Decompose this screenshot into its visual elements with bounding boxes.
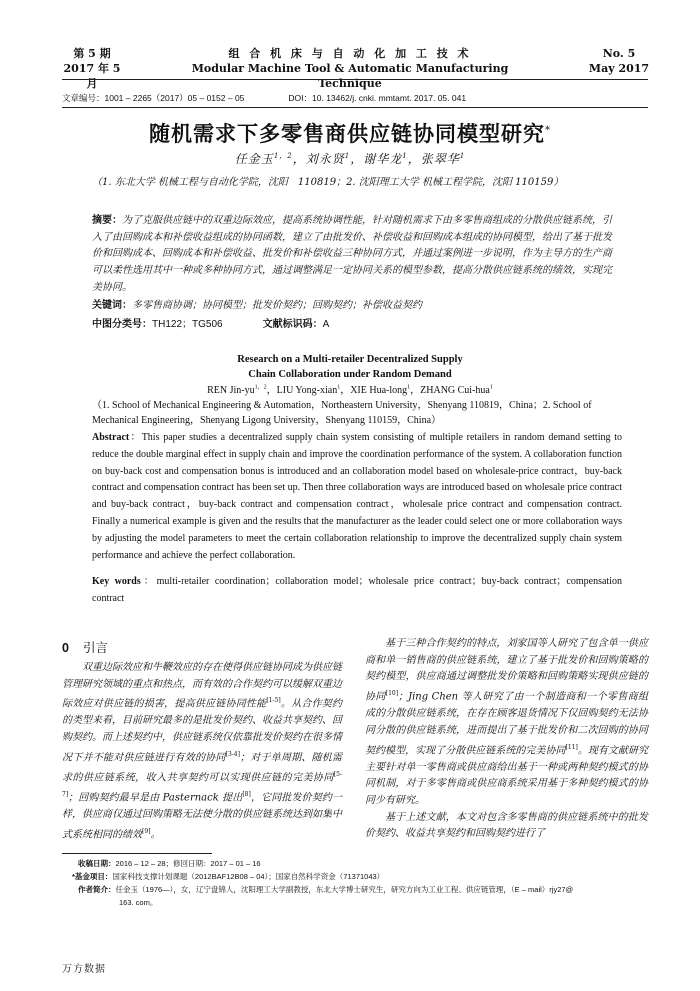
author-cn-1: 任金玉 <box>234 152 274 166</box>
bio-text: 任金玉（1976—），女，辽宁盘锦人，沈阳理工大学副教授，东北大学博士研究生，研究方向为工业工程、供应链管理，（E – mail）rjy27@ <box>115 885 574 894</box>
abstract-cn <box>92 213 620 297</box>
footnote-bio <box>78 884 648 909</box>
text-run: 。从合作契约的类型来看，目前研究最多的是批发价契约、收益共享契约、回购契约。而上述契约中，供应链系统仅依靠批发价契约在很多情况下并不能对供应链进行有效的协同 <box>62 698 343 764</box>
header-date-en: May 2017 <box>588 62 650 75</box>
author-en-4: ，ZHANG Cui-hua <box>410 385 490 396</box>
author-en-2: ，LIU Yong-xian <box>266 385 338 396</box>
title-cn-text: 随机需求下多零售商供应链协同模型研究 <box>149 121 545 146</box>
footnote-rule <box>62 853 212 854</box>
bio-text-cont: 163. com。 <box>119 897 158 907</box>
received-label: 收稿日期： <box>78 859 116 868</box>
author-cn-2-affil: 1 <box>344 152 351 160</box>
header-journal <box>180 46 520 91</box>
abstract-en-text: ：This paper studies a decentralized supply chain system consisting of multiple retailers in random demand setting to reduce the double marginal effect in supply chain and improve the coordination performance of the system. A collaboration function on buy-back cost and compensation bonus is introduced and an collaboration model based on wholesale-price contract，buy-back contract and compensation contract has been set up. Then three collaboration ways are introduced based on wholesale price contract and buy-back contract，buy-back contract and compensation contract，wholesale price contract and compensation contract. Finally a numerical example is given and the results that the manufacturer as the leader could select one or more collaboration ways by adjusting the model parameters to meet the certain collaboration relationship to improve the decentralized supply chain system performance and achieve the perfect collaboration. <box>92 432 622 561</box>
author-en-4-affil: 1 <box>489 384 493 391</box>
journal-name-cn: 组 合 机 床 与 自 动 化 加 工 技 术 <box>228 47 472 60</box>
author-en-3: ，XIE Hua-long <box>340 385 408 396</box>
keywords-cn-label: 关键词： <box>92 300 132 311</box>
author-en-1: REN Jin-yu <box>207 385 255 396</box>
footer-brand: 万方数据 <box>62 964 106 975</box>
body-left-column <box>62 660 342 844</box>
abstract-en-label: Abstract <box>92 432 130 443</box>
abstract-cn-text: 为了克服供应链中的双重边际效应，提高系统协调性能，针对随机需求下由多零售商组成的分散供应链系统，引入了由回购成本和补偿收益组成的协同函数，建立了由批发价、补偿收益和回购成本组成的协同模型，给出了基于批发价和回购成本、回购成本和补偿收益、批发价和补偿收益三种协同方式，并通过案例进一步说明，作为主导方的生产商可以柔性选用其中一种或多种协同方式，通过调整满足一定协同关系的模型参数，提高分散供应链系统的绩效，实现完美协同。 <box>92 215 612 293</box>
section-heading-intro <box>62 638 108 656</box>
classification-line <box>92 315 329 330</box>
keywords-en <box>92 574 622 608</box>
text-run: ，它同批发价契约一样，供应商仅通过回购策略无法使分散的供应链系统达到如集中式系统相同的绩效 <box>62 792 342 840</box>
citation: [9] <box>142 827 151 835</box>
paragraph: 基于上述文献，本文对包含多零售商的供应链系统中的批发价契约、收益共享契约和回购契约进行了 <box>365 811 648 840</box>
header-issue-right <box>584 46 654 76</box>
citation: [3-4] <box>225 750 240 758</box>
citation: [8] <box>242 790 251 798</box>
paragraph <box>365 636 648 810</box>
bio-label: 作者简介： <box>78 885 116 894</box>
author-cn-1-affil: 1，2 <box>273 152 293 160</box>
header-issue-en: No. 5 <box>602 47 636 60</box>
text-run: ；对于单周期、随机需求的供应链系统，收入共享契约可以实现供应链的完美协同 <box>62 752 343 784</box>
body-right-column <box>365 636 648 843</box>
section-title: 引言 <box>82 641 108 655</box>
affiliation-cn: （1. 东北大学 机械工程与自动化学院，沈阳 110819；2. 沈阳理工大学 机械工程学院，沈阳 110159） <box>92 177 564 188</box>
title-en-line-2: Chain Collaboration under Random Demand <box>248 369 452 380</box>
doi: DOI：10. 13462/j. cnki. mmtamt. 2017. 05. 041 <box>288 93 467 103</box>
author-cn-4: ，张翠华 <box>407 152 460 166</box>
text-run: 双重边际效应和牛鞭效应的存在使得供应链协同成为供应链管理研究领域的重点和热点，而有效的合作契约可以缓解双重边际效应对供应链的损害，提高供应链协同性能 <box>62 662 342 710</box>
abstract-en <box>92 430 622 564</box>
keywords-cn-text: 多零售商协调；协同模型；批发价契约；回购契约；补偿收益契约 <box>132 300 422 311</box>
citation: [1-5] <box>266 697 281 705</box>
authors-en <box>0 381 700 396</box>
article-number: 文章编号：1001 – 2265（2017）05 – 0152 – 05 <box>62 93 245 103</box>
paper-title-cn <box>0 118 700 148</box>
clc-label: 中图分类号： <box>92 319 152 330</box>
keywords-cn <box>92 298 620 313</box>
header-rule <box>62 79 648 80</box>
author-cn-3-affil: 1 <box>402 152 408 160</box>
paper-title-en <box>0 352 700 382</box>
article-number-rule <box>62 107 648 108</box>
text-run: ；Jing Chen 等人研究了由一个制造商和一个零售商组成的分散供应链系统，在存在顾客退货情况下仅回购契约无法协同分散的供应链系统，进而提出了基于批发价和二次回购的协同契约模型，实现了分散供应链系统的完美协同 <box>365 691 649 756</box>
header-issue-cn: 第 5 期 <box>73 47 111 60</box>
header-issue-left <box>62 46 122 91</box>
doc-code-value: A <box>322 319 330 330</box>
authors-cn <box>0 150 700 167</box>
article-number-line <box>62 92 466 104</box>
author-cn-2: ，刘永贤 <box>292 152 345 166</box>
author-en-2-affil: 1 <box>337 384 341 391</box>
author-en-3-affil: 1 <box>407 384 411 391</box>
header-date-cn: 2017 年 5 月 <box>63 62 121 90</box>
text-run: 。 <box>150 828 161 840</box>
title-en-line-1: Research on a Multi-retailer Decentralized Supply <box>237 354 463 365</box>
abstract-cn-label: 摘要： <box>92 215 122 226</box>
title-footnote-mark: * <box>545 125 551 136</box>
citation: [11] <box>565 743 578 751</box>
paragraph <box>62 660 342 844</box>
author-en-1-affil: 1，2 <box>254 384 267 391</box>
fund-label: *基金项目： <box>72 872 113 881</box>
affiliation-en: （1. School of Mechanical Engineering & Automation，Northeastern University，Shenyang 110819，China；2. School of Mechanical Engineering，Shenyang Ligong University，Shenyang 110159，China） <box>92 400 592 426</box>
keywords-en-text: ：multi-retailer coordination；collaboration model；wholesale price contract；buy-back contract；compensation contract <box>92 576 622 604</box>
footnote-received <box>78 858 664 871</box>
citation: [10] <box>385 690 399 698</box>
citation: [5-7] <box>62 770 342 798</box>
text-run: ；回购契约最早是由 Pasternack 提出 <box>68 792 243 804</box>
author-cn-4-affil: 1 <box>459 152 466 160</box>
journal-name-en: Modular Machine Tool & Automatic Manufacturing Technique <box>191 62 509 90</box>
doc-code-label: 文献标识码： <box>262 319 323 330</box>
text-run: 基于三种合作契约的特点，刘家国等人研究了包含单一供应商和单一销售商的供应链系统，建立了基于批发价和回购策略的契约模型，供应商通过调整批发价策略和回购策略实现供应链的协同 <box>365 638 648 703</box>
keywords-en-label: Key words <box>92 576 141 587</box>
clc-value: TH122；TG506 <box>152 319 223 330</box>
section-number: 0 <box>62 641 69 655</box>
footnote-fund <box>72 871 658 884</box>
author-cn-3: ，谢华龙 <box>350 152 403 166</box>
received-dates: 2016 – 12 – 28；修回日期：2017 – 01 – 16 <box>115 859 261 868</box>
text-run: 。现有文献研究主要针对单一零售商或供应商给出基于一种或两种契约模式的协同机制，对于多零售商或供应商系统采用基于多种契约模式的协同少有研究。 <box>365 744 649 806</box>
fund-text: 国家科技支撑计划课题（2012BAF12B08 – 04）；国家自然科学资金（71371043） <box>112 872 385 881</box>
